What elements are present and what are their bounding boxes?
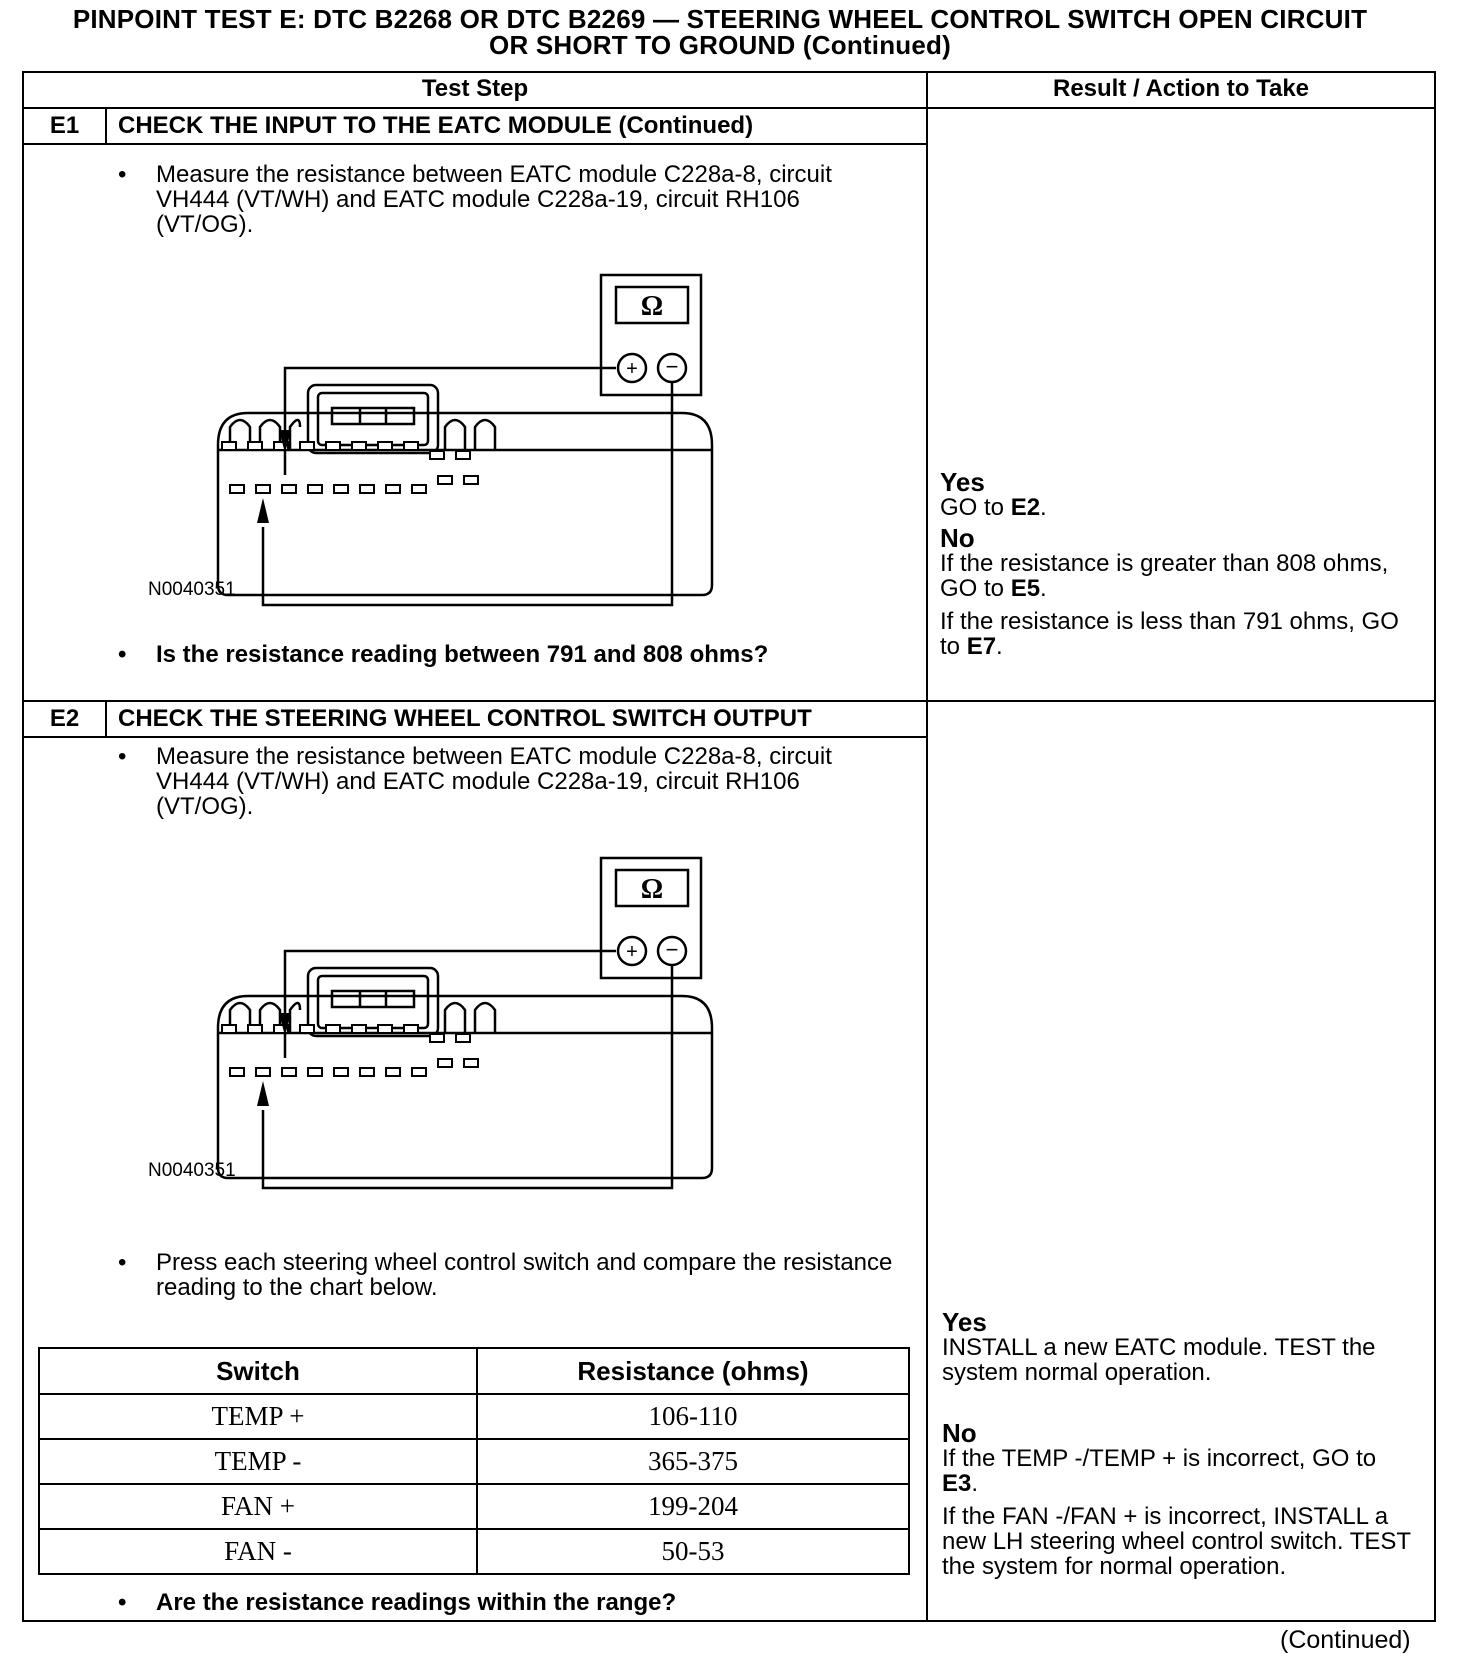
- switch-resistance-table: [38, 1347, 910, 1575]
- table-row: [39, 1529, 909, 1574]
- e2-step-title: CHECK THE STEERING WHEEL CONTROL SWITCH OUTPUT: [118, 705, 812, 732]
- e2-id-divider: [105, 700, 107, 738]
- e1-no1-text: If the resistance is greater than 808 ohms, GO to: [940, 550, 1389, 602]
- e1-no2-period: .: [996, 633, 1003, 660]
- e2-no-action-1: [942, 1446, 1412, 1496]
- e2-bullet-press-text: Press each steering wheel control switch and compare the resistance reading to the chart below.: [156, 1249, 893, 1301]
- e2-question-text: Are the resistance readings within the range?: [156, 1589, 677, 1616]
- e2-no1-target-link[interactable]: E3: [942, 1470, 972, 1497]
- header-divider: [22, 107, 1436, 109]
- e1-result: [940, 467, 1410, 660]
- header-test-step: Test Step: [421, 75, 529, 102]
- e1-e2-divider: [22, 700, 1436, 702]
- e1-yes-action: [940, 495, 1410, 520]
- e1-bullet-measure: [118, 161, 896, 238]
- e2-no1-period: .: [971, 1470, 979, 1497]
- e2-bullet-measure-text: Measure the resistance between EATC module C228a-8, circuit VH444 (VT/WH) and EATC module C228a-19, circuit RH106 (VT/OG).: [156, 743, 832, 820]
- resistance-cell: 106-110: [477, 1394, 909, 1439]
- svg-text:−: −: [665, 937, 679, 962]
- e2-title-divider: [22, 736, 928, 738]
- svg-text:−: −: [665, 354, 679, 379]
- e2-question: [118, 1589, 896, 1616]
- e1-connector-diagram: [200, 265, 720, 625]
- e1-figure-id: N0040351: [148, 579, 236, 600]
- bullet-dot: •: [118, 161, 127, 188]
- e2-no-action-2: If the FAN -/FAN + is incorrect, INSTALL a new LH steering wheel control switch. TEST the system for normal operation.: [942, 1503, 1411, 1580]
- e2-no-label: No: [942, 1418, 977, 1448]
- e1-step-id: E1: [49, 112, 80, 139]
- e1-step-title: CHECK THE INPUT TO THE EATC MODULE (Continued): [118, 112, 754, 139]
- bullet-dot: •: [118, 743, 127, 770]
- switch-cell: FAN -: [39, 1529, 477, 1574]
- table-row: [39, 1439, 909, 1484]
- switch-cell: TEMP +: [39, 1394, 477, 1439]
- e1-no1-target-link[interactable]: E5: [1010, 575, 1041, 602]
- e2-result: [942, 1307, 1412, 1580]
- resistance-cell: 50-53: [477, 1529, 909, 1574]
- e1-no-label: No: [940, 523, 975, 553]
- header-result: Result / Action to Take: [1052, 75, 1310, 102]
- table-row: [39, 1394, 909, 1439]
- e2-figure-id: N0040351: [148, 1160, 236, 1181]
- ohm-symbol: Ω: [640, 874, 664, 905]
- e1-yes-label: Yes: [940, 467, 985, 497]
- e1-no2-target-link[interactable]: E7: [966, 633, 997, 660]
- page-title-line2: OR SHORT TO GROUND (Continued): [489, 30, 951, 60]
- e2-bullet-measure: [118, 743, 896, 820]
- frame-bottom-border: [22, 1620, 1436, 1622]
- e1-id-divider: [105, 107, 107, 145]
- column-divider: [926, 71, 928, 1622]
- e2-yes-action: INSTALL a new EATC module. TEST the system normal operation.: [942, 1334, 1376, 1386]
- continued-label: (Continued): [1280, 1626, 1411, 1654]
- e1-yes-target-link[interactable]: E2: [1010, 494, 1041, 521]
- switch-cell: FAN +: [39, 1484, 477, 1529]
- e2-yes-label: Yes: [942, 1307, 987, 1337]
- bullet-dot: •: [118, 1249, 127, 1276]
- e1-yes-text: GO to: [940, 494, 1011, 521]
- table-row: [39, 1484, 909, 1529]
- frame-left-border: [22, 71, 24, 1622]
- e1-yes-period: .: [1040, 494, 1047, 521]
- e2-no1-text: If the TEMP -/TEMP + is incorrect, GO to: [942, 1445, 1377, 1472]
- e1-no2-text: If the resistance is less than 791 ohms, GO to: [940, 608, 1399, 660]
- e1-no-action-2: [940, 609, 1410, 659]
- column-header-switch: Switch: [39, 1348, 477, 1394]
- page-title-line1: PINPOINT TEST E: DTC B2268 OR DTC B2269 — STEERING WHEEL CONTROL SWITCH OPEN CIRCUIT: [72, 4, 1368, 34]
- resistance-cell: 199-204: [477, 1484, 909, 1529]
- frame-right-border: [1434, 71, 1436, 1622]
- e2-connector-diagram: [200, 848, 720, 1208]
- svg-text:+: +: [626, 358, 638, 380]
- bullet-dot: •: [118, 641, 127, 668]
- e1-question: [118, 641, 896, 668]
- column-header-resistance: Resistance (ohms): [477, 1348, 909, 1394]
- page-title: [0, 6, 1440, 58]
- e1-no-action-1: [940, 551, 1410, 601]
- e1-title-divider: [22, 143, 928, 145]
- e2-bullet-press: [118, 1249, 896, 1301]
- e1-question-text: Is the resistance reading between 791 and 808 ohms?: [156, 641, 769, 668]
- e1-bullet-measure-text: Measure the resistance between EATC module C228a-8, circuit VH444 (VT/WH) and EATC module C228a-19, circuit RH106 (VT/OG).: [156, 161, 832, 238]
- frame-top-border: [22, 71, 1436, 73]
- bullet-dot: •: [118, 1589, 127, 1616]
- e1-no1-period: .: [1040, 575, 1047, 602]
- svg-text:+: +: [626, 941, 638, 963]
- switch-cell: TEMP -: [39, 1439, 477, 1484]
- table-header-row: [39, 1348, 909, 1394]
- resistance-cell: 365-375: [477, 1439, 909, 1484]
- ohm-symbol: Ω: [640, 291, 664, 322]
- e2-step-id: E2: [49, 705, 80, 732]
